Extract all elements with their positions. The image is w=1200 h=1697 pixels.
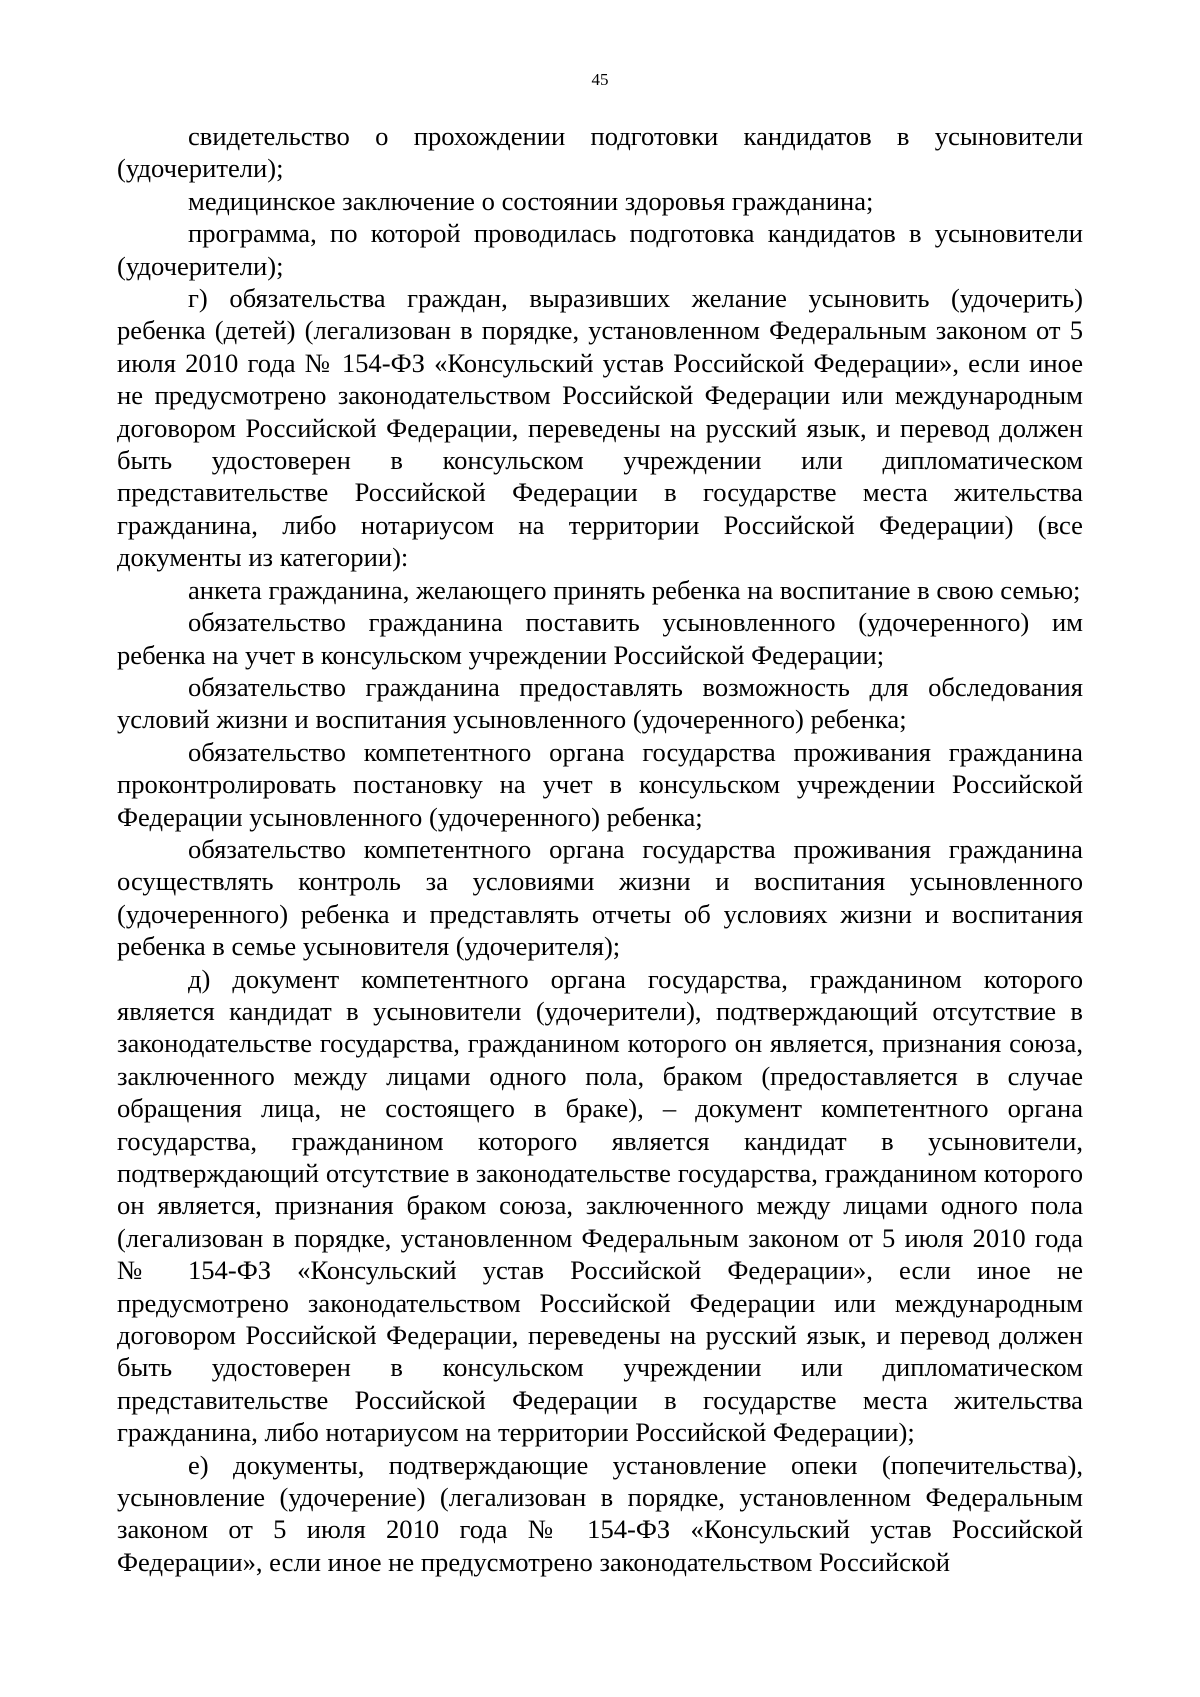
page-number: 45 bbox=[591, 70, 609, 89]
paragraph-item-d: д) документ компетентного органа государства, гражданином которого является кандидат в усыновители (удочерители), подтверждающий отсутствие в законодательстве государства, гражданином которого он является, признания союза, заключенного между лицами одного пола, браком (предоставляется в случае обращения лица, не состоящего в браке), – документ компетентного органа государства, гражданином которого является кандидат в усыновители, подтверждающий отсутствие в законодательстве государства, гражданином которого он является, признания браком союза, заключенного между лицами одного пола (легализован в порядке, установленном Федеральным законом от 5 июля 2010 года № 154-ФЗ «Консульский устав Российской Федерации», если иное не предусмотрено законодательством Российской Федерации или международным договором Российской Федерации, переведены на русский язык, и перевод должен быть удостоверен в консульском учреждении или дипломатическом представительстве Российской Федерации в государстве места жительства гражданина, либо нотариусом на территории Российской Федерации); bbox=[117, 963, 1083, 1448]
paragraph-obligation-control-registration: обязательство компетентного органа государства проживания гражданина проконтролировать постановку на учет в консульском учреждении Российской Федерации усыновленного (удочеренного) ребенка; bbox=[117, 736, 1083, 832]
paragraph-certificate-training: свидетельство о прохождении подготовки кандидатов в усыновители (удочерители); bbox=[117, 121, 1083, 184]
paragraph-item-g: г) обязательства граждан, выразивших желание усыновить (удочерить) ребенка (детей) (легализован в порядке, установленном Федеральным законом от 5 июля 2010 года № 154-ФЗ «Консульский устав Российской Федерации», если иное не предусмотрено законодательством Российской Федерации или международным договором Российской Федерации, переведены на русский язык, и перевод должен быть удостоверен в консульском учреждении или дипломатическом представительстве Российской Федерации в государстве места жительства гражданина, либо нотариусом на территории Российской Федерации) (все документы из категории): bbox=[117, 283, 1083, 573]
paragraph-obligation-control-conditions: обязательство компетентного органа государства проживания гражданина осуществлять контроль за условиями жизни и воспитания усыновленного (удочеренного) ребенка и представлять отчеты об условиях жизни и воспитания ребенка в семье усыновителя (удочерителя); bbox=[117, 833, 1083, 962]
paragraph-questionnaire: анкета гражданина, желающего принять ребенка на воспитание в свою семью; bbox=[188, 574, 1081, 605]
paragraph-obligation-inspection: обязательство гражданина предоставлять возможность для обследования условий жизни и воспитания усыновленного (удочеренного) ребенка; bbox=[117, 671, 1083, 735]
document-body bbox=[117, 120, 1083, 1578]
paragraph-item-e: е) документы, подтверждающие установление опеки (попечительства), усыновление (удочерение) (легализован в порядке, установленном Федеральным законом от 5 июля 2010 года № 154-ФЗ «Консульский устав Российской Федерации», если иное не предусмотрено законодательством Российской bbox=[117, 1449, 1083, 1577]
paragraph-training-program: программа, по которой проводилась подготовка кандидатов в усыновители (удочерители); bbox=[117, 218, 1083, 281]
paragraph-obligation-registration: обязательство гражданина поставить усыновленного (удочеренного) им ребенка на учет в консульском учреждении Российской Федерации; bbox=[117, 607, 1083, 670]
paragraph-medical-report: медицинское заключение о состоянии здоровья гражданина; bbox=[188, 185, 874, 216]
